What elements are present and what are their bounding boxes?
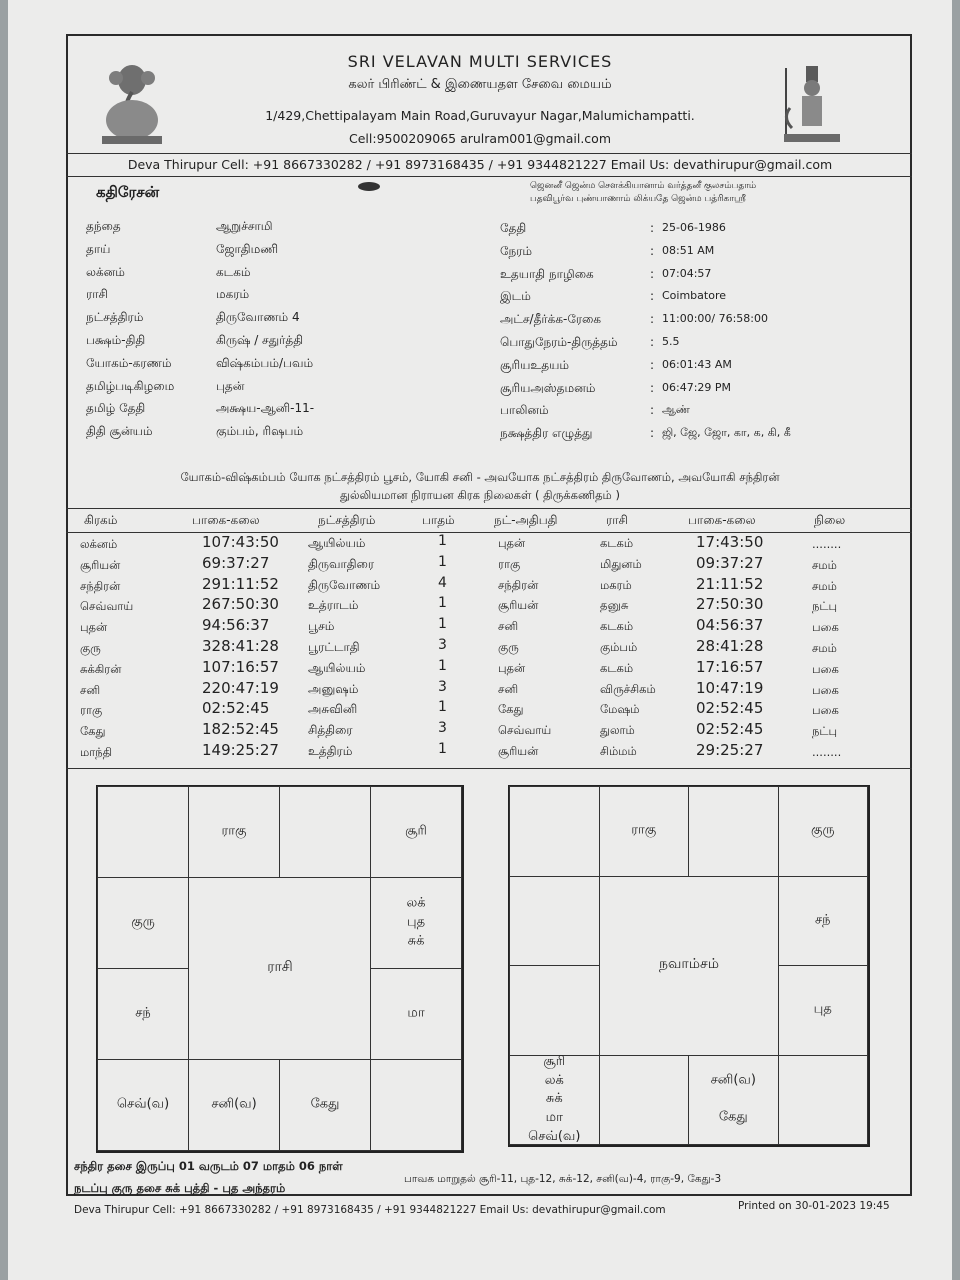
nirayana-title: துல்லியமான நிராயன கிரக நிலைகள் ( திருக்கணிதம் ) (340, 488, 620, 502)
column-header: பாதம் (422, 513, 455, 527)
planet-pada: 1 (438, 533, 447, 549)
planet-rasi: மேஷம் (600, 702, 640, 717)
detail-value: கிருஷ் / சதுர்த்தி (216, 333, 304, 347)
table-row (70, 595, 910, 616)
house-planets: சனி(வ) (211, 1096, 257, 1112)
detail-label: சூரியஅஸ்தமனம் (500, 380, 596, 395)
current-dasa: நடப்பு குரு தசை சுக் புத்தி - புத அந்தரம் (74, 1181, 286, 1195)
detail-label: யோகம்-கரணம் (86, 355, 172, 370)
yoga-line: யோகம்-விஷ்கம்பம் யோக நட்சத்திரம் பூசம், யோகி சனி - அவயோக நட்சத்திரம் திருவோணம், அவயோகி சந்திரன் (180, 470, 780, 484)
table-row (70, 679, 910, 700)
blessing-line-2: பதவிபூர்வ புண்யாணாம் லிக்யதே ஜென்ம பத்ரிகாஸ்ரீ (530, 194, 746, 204)
table-row (70, 616, 910, 637)
detail-value: ஆண் (662, 403, 690, 417)
chart-house (778, 1055, 869, 1146)
table-top-divider (66, 508, 912, 509)
planet-status: பகை (812, 661, 839, 676)
detail-value: 5.5 (662, 335, 680, 348)
star-lord: சனி (498, 681, 519, 696)
house-planets: சந் (135, 1005, 151, 1021)
chart-house (778, 965, 869, 1056)
planet-name: கேது (80, 724, 106, 739)
table-row (70, 720, 910, 741)
rasi-degree: 10:47:19 (696, 678, 764, 697)
table-row (70, 637, 910, 658)
planet-pada: 1 (438, 553, 447, 570)
table-row (70, 575, 910, 596)
house-planets: சனி(வ) கேது (710, 1072, 756, 1126)
planet-star: அசுவினி (308, 702, 358, 717)
planet-name: செவ்வாய் (80, 599, 134, 614)
planet-degree: 328:41:28 (202, 637, 279, 655)
header-divider (66, 153, 912, 154)
planet-star: உத்திரம் (308, 744, 353, 758)
detail-colon: : (650, 335, 655, 349)
rasi-chart (96, 785, 464, 1153)
planet-pada: 1 (438, 741, 447, 757)
detail-label: தமிழ்படிகிழமை (86, 378, 175, 393)
detail-colon: : (650, 426, 655, 441)
column-header: நட்-அதிபதி (494, 513, 558, 527)
house-planets: சூரி லக் சுக் மா செவ்(வ) (528, 1053, 581, 1145)
detail-value: புதன் (216, 378, 245, 393)
star-lord: சூரியன் (498, 744, 539, 758)
rasi-degree: 09:37:27 (696, 553, 764, 572)
chart-house (370, 786, 462, 878)
planet-degree: 220:47:19 (202, 678, 279, 697)
planet-status: பகை (812, 703, 839, 718)
planet-rasi: மிதுனம் (600, 556, 642, 571)
planet-pada: 3 (438, 720, 447, 737)
planet-rasi: சிம்மம் (600, 744, 637, 758)
planet-name: சந்திரன் (80, 578, 121, 593)
detail-label: சூரியஉதயம் (500, 357, 570, 372)
house-planets: கேது (310, 1096, 340, 1112)
contact-line: Deva Thirupur Cell: +91 8667330282 / +91 8973168435 / +91 9344821227 Email Us: devathirupur@gmail.com (127, 157, 833, 172)
planet-status: ........ (812, 745, 842, 759)
planet-degree: 291:11:52 (202, 574, 279, 593)
planet-name: குரு (80, 641, 101, 655)
column-header: கிரகம் (84, 513, 118, 527)
detail-value: ஜி, ஜே, ஜோ, கா, க, கி, கீ (662, 426, 791, 440)
cell-line: Cell:9500209065 arulram001@gmail.com (349, 131, 611, 146)
detail-value: 11:00:00/ 76:58:00 (662, 312, 769, 326)
planet-status: சமம் (812, 578, 837, 593)
planet-star: திருவாதிரை (308, 556, 375, 571)
detail-label: தேதி (500, 221, 527, 235)
chart-house (279, 786, 371, 878)
planet-pada: 4 (438, 574, 447, 591)
planet-star: ஆயில்யம் (308, 660, 366, 675)
rasi-degree: 21:11:52 (696, 574, 764, 593)
detail-label: உதயாதி நாழிகை (500, 266, 594, 281)
chart-house (97, 1059, 189, 1151)
business-name: SRI VELAVAN MULTI SERVICES (347, 52, 613, 71)
planet-status: பகை (812, 682, 839, 697)
planet-rasi: துலாம் (600, 723, 635, 738)
planet-star: உத்ராடம் (308, 598, 359, 613)
detail-label: அட்ச/தீர்க்க-ரேகை (500, 312, 602, 327)
tamil-tagline: கலர் பிரிண்ட் & இணையதள சேவை மையம் (348, 77, 612, 92)
chart-house (97, 968, 189, 1060)
navamsa-chart (508, 785, 870, 1147)
blessing-line-1: ஜெனனீ ஜென்ம சௌக்கியானாம் வர்த்தனீ குலசம்பதாம் (530, 181, 757, 191)
planet-degree: 267:50:30 (202, 595, 279, 614)
house-planets: மா (407, 1005, 425, 1021)
house-planets: குரு (810, 822, 835, 838)
planet-degree: 107:16:57 (202, 657, 279, 676)
planet-rasi: தனுசு (600, 598, 629, 613)
planet-degree: 02:52:45 (202, 699, 270, 718)
detail-value: Coimbatore (662, 289, 726, 303)
rasi-degree: 17:43:50 (696, 533, 764, 551)
detail-label: நேரம் (500, 243, 533, 258)
planet-status: பகை (812, 620, 839, 635)
detail-colon: : (650, 266, 655, 281)
detail-value: மகரம் (216, 287, 250, 302)
chart-house (688, 1055, 779, 1146)
rasi-degree: 27:50:30 (696, 595, 764, 614)
column-header: நட்சத்திரம் (318, 513, 376, 527)
planet-name: சூரியன் (80, 557, 121, 572)
detail-label: திதி சூன்யம் (86, 424, 153, 439)
chart-house (188, 1059, 280, 1151)
rasi-degree: 02:52:45 (696, 720, 764, 739)
chart-house (279, 1059, 371, 1151)
table-row (70, 699, 910, 720)
detail-value: 07:04:57 (662, 266, 712, 280)
detail-colon: : (650, 357, 655, 372)
house-planets: சூரி (405, 823, 427, 839)
chart-house (509, 876, 600, 967)
chart-house (188, 786, 280, 878)
house-planets: லக் புத சுக் (406, 895, 426, 949)
detail-colon: : (650, 312, 655, 327)
detail-value: 25-06-1986 (662, 221, 726, 234)
chart-house (370, 968, 462, 1060)
planet-degree: 182:52:45 (202, 720, 279, 739)
chart-house (509, 786, 600, 877)
bhava-change: பாவக மாறுதல் சூரி-11, புத-12, சுக்-12, சனி(வ)-4, ராகு-9, கேது-3 (404, 1173, 722, 1185)
chart-house (370, 1059, 462, 1151)
chart-house (97, 877, 189, 969)
planet-pada: 1 (438, 616, 447, 633)
star-lord: சனி (498, 619, 519, 634)
detail-value: 08:51 AM (662, 243, 715, 257)
rasi-degree: 17:16:57 (696, 657, 764, 676)
rasi-degree: 04:56:37 (696, 616, 764, 635)
planet-pada: 3 (438, 678, 447, 695)
planet-star: பூசம் (308, 619, 335, 634)
star-lord: கேது (498, 702, 524, 717)
planet-star: திருவோணம் (308, 577, 381, 592)
printed-on: Printed on 30-01-2023 19:45 (738, 1200, 890, 1212)
detail-colon: : (650, 221, 655, 235)
detail-value: ஜோதிமணி (216, 241, 279, 256)
detail-value: ஆறுச்சாமி (216, 219, 273, 233)
star-lord: குரு (498, 640, 519, 654)
column-header: ராசி (606, 513, 628, 527)
column-header: பாகை-கலை (192, 513, 260, 527)
star-lord: செவ்வாய் (498, 723, 552, 738)
star-lord: ராகு (498, 556, 521, 571)
detail-value: திருவோணம் 4 (216, 310, 300, 325)
table-row (70, 658, 910, 679)
planet-pada: 1 (438, 595, 447, 612)
house-planets: ராகு (221, 823, 247, 839)
house-planets: புத (813, 1001, 832, 1017)
detail-colon: : (650, 289, 655, 304)
star-lord: புதன் (498, 536, 526, 550)
detail-label: பக்ஷம்-திதி (86, 333, 146, 347)
planet-star: சித்திரை (308, 723, 353, 738)
chart-house (599, 786, 690, 877)
planet-status: நட்பு (812, 724, 838, 739)
planet-degree: 149:25:27 (202, 741, 279, 759)
chart-center-label: ராசி (267, 959, 293, 975)
planet-pada: 3 (438, 637, 447, 653)
detail-label: தந்தை (86, 219, 121, 233)
planet-name: சுக்கிரன் (80, 661, 122, 676)
dasa-balance: சந்திர தசை இருப்பு 01 வருடம் 07 மாதம் 06 நாள் (74, 1159, 343, 1173)
planet-status: நட்பு (812, 599, 838, 614)
star-lord: சூரியன் (498, 598, 539, 613)
planet-star: அனுஷம் (308, 681, 359, 696)
planet-rasi: கடகம் (600, 660, 634, 675)
chart-house (599, 1055, 690, 1146)
planet-name: லக்னம் (80, 537, 118, 551)
planet-status: சமம் (812, 557, 837, 572)
chart-house (778, 786, 869, 877)
planet-rasi: விருச்சிகம் (600, 681, 656, 696)
planet-rasi: கடகம் (600, 536, 634, 550)
detail-value: கும்பம், ரிஷபம் (216, 424, 304, 439)
planet-name: சனி (80, 682, 101, 697)
planet-rasi: கடகம் (600, 619, 634, 634)
planet-rasi: கும்பம் (600, 640, 638, 654)
table-bottom-divider (66, 768, 912, 769)
table-row (70, 533, 910, 554)
detail-value: அக்ஷய-ஆனி-11- (216, 401, 315, 416)
chart-center-label: நவாம்சம் (659, 956, 719, 972)
detail-value: கடகம் (216, 264, 251, 279)
star-lord: புதன் (498, 660, 526, 675)
detail-label: இடம் (500, 289, 531, 304)
detail-label: லக்னம் (86, 264, 125, 279)
house-planets: சந் (814, 912, 831, 928)
planet-pada: 1 (438, 657, 447, 674)
detail-label: ராசி (86, 287, 108, 302)
planet-status: சமம் (812, 641, 837, 655)
chart-house (688, 786, 779, 877)
planet-name: புதன் (80, 620, 108, 635)
chart-house (509, 965, 600, 1056)
detail-colon: : (650, 380, 655, 395)
house-planets: ராகு (631, 822, 657, 838)
planet-name: ராகு (80, 703, 103, 718)
house-planets: செவ்(வ) (116, 1096, 170, 1112)
detail-label: பொதுநேரம்-திருத்தம் (500, 335, 618, 349)
chart-house (509, 1055, 600, 1146)
table-row (70, 554, 910, 575)
contact-divider (66, 176, 912, 177)
detail-colon: : (650, 403, 655, 418)
detail-label: பாலினம் (500, 403, 549, 418)
person-name: கதிரேசன் (96, 183, 160, 201)
ink-blot (358, 182, 380, 191)
planet-star: ஆயில்யம் (308, 536, 366, 550)
detail-label: நட்சத்திரம் (86, 310, 144, 325)
chart-house (97, 786, 189, 878)
footer-contact: Deva Thirupur Cell: +91 8667330282 / +91 8973168435 / +91 9344821227 Email Us: devathirupur@gmail.com (74, 1204, 666, 1216)
rasi-degree: 28:41:28 (696, 637, 764, 655)
planet-name: மாந்தி (80, 745, 113, 759)
planet-degree: 69:37:27 (202, 553, 270, 572)
planet-status: ........ (812, 537, 842, 551)
detail-value: 06:47:29 PM (662, 380, 732, 394)
planet-star: பூரட்டாதி (308, 640, 360, 654)
planet-degree: 94:56:37 (202, 616, 270, 635)
planet-rasi: மகரம் (600, 577, 632, 592)
column-header: பாகை-கலை (688, 513, 756, 527)
planet-degree: 107:43:50 (202, 533, 279, 551)
table-row (70, 741, 910, 762)
detail-label: நக்ஷத்திர எழுத்து (500, 426, 593, 441)
house-planets: குரு (131, 914, 155, 930)
planet-pada: 1 (438, 699, 447, 716)
chart-house (778, 876, 869, 967)
rasi-degree: 29:25:27 (696, 741, 764, 759)
star-lord: சந்திரன் (498, 577, 539, 592)
address: 1/429,Chettipalayam Main Road,Guruvayur Nagar,Malumichampatti. (265, 108, 695, 123)
rasi-degree: 02:52:45 (696, 699, 764, 718)
detail-label: தமிழ் தேதி (86, 401, 146, 416)
detail-value: விஷ்கம்பம்/பவம் (216, 355, 314, 370)
detail-colon: : (650, 243, 655, 258)
detail-label: தாய் (86, 241, 111, 256)
chart-house (370, 877, 462, 969)
column-header: நிலை (814, 513, 846, 527)
detail-value: 06:01:43 AM (662, 357, 732, 371)
